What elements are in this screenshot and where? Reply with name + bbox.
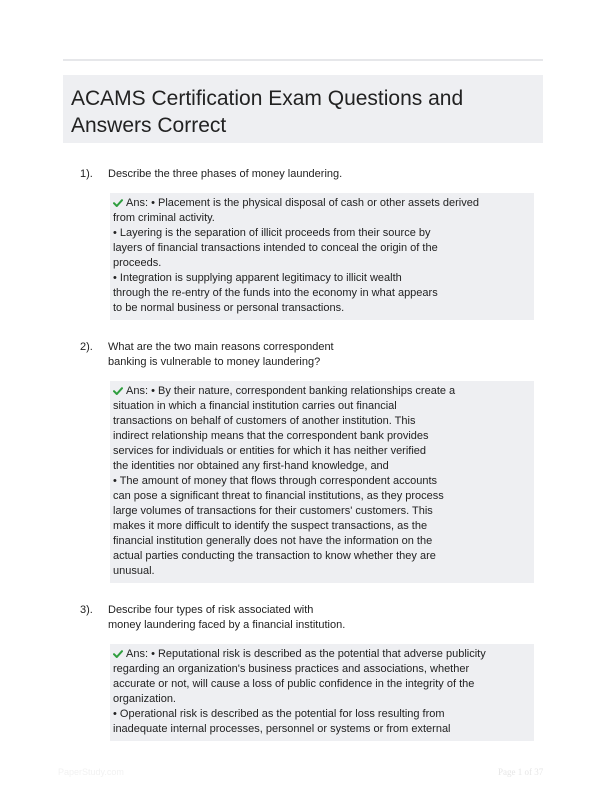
answer-line: makes it more difficult to identify the suspect transactions, as the — [113, 520, 428, 532]
answer-line: Ans: • By their nature, correspondent banking relationships create a — [113, 384, 534, 399]
answer-line: inadequate internal processes, personnel or systems or from external — [113, 723, 451, 735]
answer-line: Ans: • Placement is the physical disposal of cash or other assets derived — [113, 196, 534, 211]
answer-line: transactions on behalf of customers of another institution. This — [113, 415, 416, 427]
answer-line: • The amount of money that flows through correspondent accounts — [113, 475, 438, 487]
question-text: Describe four types of risk associated with money laundering faced by a financial institution. — [108, 604, 346, 631]
page-number: Page 1 of 37 — [498, 767, 544, 777]
answer-line: financial institution generally does not have the information on the — [113, 535, 433, 547]
answer-line: indirect relationship means that the correspondent bank provides — [113, 430, 429, 442]
answer-line: regarding an organization's business practices and associations, whether — [113, 663, 470, 675]
answer-line: can pose a significant threat to financial institutions, as they process — [113, 490, 444, 502]
answer-line: large volumes of transactions for their customers' customers. This — [113, 505, 433, 517]
question-text: Describe the three phases of money laundering. — [108, 168, 343, 180]
answer-line: • Operational risk is described as the potential for loss resulting from — [113, 708, 445, 720]
answer-line: • Layering is the separation of illicit proceeds from their source by — [113, 227, 431, 239]
answer-line: accurate or not, will cause a loss of public confidence in the integrity of the — [113, 678, 475, 690]
answer-line: proceeds. — [113, 257, 162, 269]
check-icon — [113, 650, 123, 658]
answer-box-3 — [110, 644, 534, 741]
page-title: ACAMS Certification Exam Questions and Answers Correct — [71, 87, 464, 137]
answer-box-1 — [110, 193, 534, 320]
answer-box-2 — [110, 381, 534, 583]
question-number: 3). — [80, 604, 93, 616]
answer-prefix: Ans: — [126, 385, 149, 397]
answer-prefix: Ans: — [126, 648, 149, 660]
answer-line: layers of financial transactions intended to conceal the origin of the — [113, 242, 438, 254]
answer-line: the identities nor obtained any first-hand knowledge, and — [113, 460, 389, 472]
question-number: 2). — [80, 341, 93, 353]
answer-line: actual parties conducting the transaction to know whether they are — [113, 550, 436, 562]
title-banner — [63, 75, 543, 143]
question-number: 1). — [80, 168, 93, 180]
check-icon — [113, 387, 123, 395]
answer-line: unusual. — [113, 565, 155, 577]
top-divider — [63, 59, 543, 61]
answer-line: organization. — [113, 693, 176, 705]
answer-prefix: Ans: — [126, 197, 149, 209]
answer-line: Ans: • Reputational risk is described as the potential that adverse publicity — [113, 647, 534, 662]
answer-line: services for individuals or entities for which it has neither verified — [113, 445, 427, 457]
answer-line: • Integration is supplying apparent legitimacy to illicit wealth — [113, 272, 402, 284]
answer-line: to be normal business or personal transactions. — [113, 302, 345, 314]
footer-watermark: PaperStudy.com — [58, 767, 124, 777]
check-icon — [113, 199, 123, 207]
answer-line: situation in which a financial institution carries out financial — [113, 400, 397, 412]
question-text: What are the two main reasons correspondent banking is vulnerable to money laundering? — [108, 341, 334, 368]
answer-line: through the re-entry of the funds into the economy in what appears — [113, 287, 438, 299]
answer-line: from criminal activity. — [113, 212, 215, 224]
